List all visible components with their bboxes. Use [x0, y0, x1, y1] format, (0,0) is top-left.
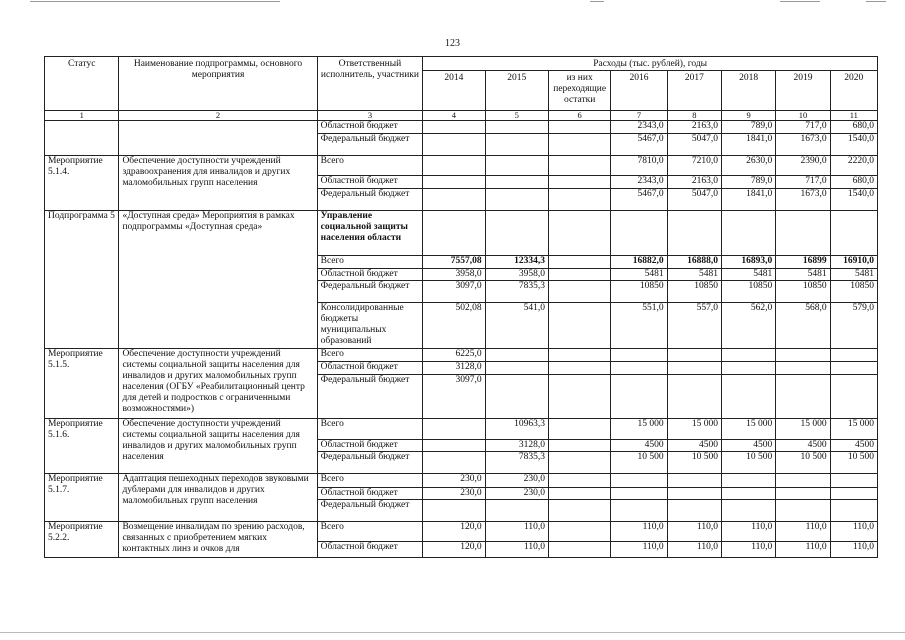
row-value — [611, 349, 667, 362]
row-value — [485, 134, 548, 156]
row-value — [485, 349, 548, 362]
table-row — [45, 419, 878, 440]
row-value: 2343,0 — [611, 121, 667, 134]
row-value: 15 000 — [667, 419, 721, 440]
row-source: Управление социальной защиты населения области — [317, 211, 423, 256]
header-responsible: Ответственный исполнитель, участники — [317, 57, 423, 111]
row-value: 10850 — [830, 281, 877, 303]
row-source: Всего — [317, 419, 423, 440]
row-value: 2163,0 — [667, 121, 721, 134]
row-value — [830, 375, 877, 419]
row-value: 110,0 — [721, 522, 775, 542]
row-value: 110,0 — [485, 522, 548, 542]
row-value — [611, 474, 667, 488]
row-value: 230,0 — [423, 474, 485, 488]
row-value — [667, 362, 721, 375]
row-value — [423, 500, 485, 522]
row-value: 230,0 — [485, 474, 548, 488]
row-name: Возмещение инвалидам по зрению расходов, связанных с приобретением мягких контактных линз и очков для — [119, 522, 317, 558]
row-value: 6225,0 — [423, 349, 485, 362]
row-source: Федеральный бюджет — [317, 189, 423, 211]
row-value: 541,0 — [485, 303, 548, 349]
row-value: 789,0 — [721, 121, 775, 134]
row-value — [611, 375, 667, 419]
row-value — [548, 488, 610, 500]
row-value: 3128,0 — [485, 440, 548, 452]
row-value: 110,0 — [830, 542, 877, 558]
row-value — [485, 189, 548, 211]
row-value: 3097,0 — [423, 281, 485, 303]
row-value: 3958,0 — [485, 269, 548, 281]
row-value: 680,0 — [830, 176, 877, 189]
row-value: 110,0 — [830, 522, 877, 542]
row-value — [776, 211, 830, 256]
header-expenses: Расходы (тыс. рублей), годы — [423, 57, 878, 71]
row-status: Мероприятие 5.1.6. — [45, 419, 119, 474]
row-value — [423, 156, 485, 176]
table-row — [45, 121, 878, 134]
row-value: 10 500 — [721, 452, 775, 474]
row-value — [667, 375, 721, 419]
row-value: 12334,3 — [485, 256, 548, 269]
row-source: Всего — [317, 349, 423, 362]
row-value: 579,0 — [830, 303, 877, 349]
row-status — [45, 121, 119, 156]
row-source: Областной бюджет — [317, 440, 423, 452]
row-value — [548, 375, 610, 419]
row-value: 1841,0 — [721, 189, 775, 211]
row-value: 5467,0 — [611, 189, 667, 211]
row-value — [548, 134, 610, 156]
row-value — [830, 474, 877, 488]
row-source: Федеральный бюджет — [317, 281, 423, 303]
row-source: Областной бюджет — [317, 269, 423, 281]
row-value: 5481 — [830, 269, 877, 281]
row-value: 7557,08 — [423, 256, 485, 269]
row-value — [776, 349, 830, 362]
column-number: 7 — [611, 111, 667, 121]
column-number: 1 — [45, 111, 119, 121]
row-value: 16882,0 — [611, 256, 667, 269]
row-value — [830, 362, 877, 375]
header-year: 2020 — [830, 71, 877, 111]
row-value: 230,0 — [423, 488, 485, 500]
row-value: 5481 — [776, 269, 830, 281]
header-year: 2018 — [721, 71, 775, 111]
row-value — [548, 303, 610, 349]
row-source: Всего — [317, 522, 423, 542]
row-value — [548, 362, 610, 375]
row-value: 7210,0 — [667, 156, 721, 176]
row-value: 110,0 — [776, 522, 830, 542]
row-value: 5047,0 — [667, 189, 721, 211]
row-source: Всего — [317, 256, 423, 269]
row-value: 5481 — [611, 269, 667, 281]
row-value — [721, 349, 775, 362]
column-number: 4 — [423, 111, 485, 121]
row-value: 680,0 — [830, 121, 877, 134]
row-name: Обеспечение доступности учреждений здравоохранения для инвалидов и других маломобильных групп населения — [119, 156, 317, 211]
row-status: Мероприятие 5.1.4. — [45, 156, 119, 211]
row-value — [776, 488, 830, 500]
header-year: 2016 — [611, 71, 667, 111]
row-value: 789,0 — [721, 176, 775, 189]
column-number: 5 — [485, 111, 548, 121]
row-value — [667, 474, 721, 488]
row-value — [721, 211, 775, 256]
row-value: 3128,0 — [423, 362, 485, 375]
row-value — [548, 176, 610, 189]
row-value: 10963,3 — [485, 419, 548, 440]
row-value — [830, 500, 877, 522]
page-number: 123 — [445, 38, 460, 49]
row-value — [485, 176, 548, 189]
row-value: 15 000 — [830, 419, 877, 440]
row-value — [423, 452, 485, 474]
row-value: 110,0 — [611, 542, 667, 558]
row-value — [485, 121, 548, 134]
row-value: 562,0 — [721, 303, 775, 349]
row-value — [548, 349, 610, 362]
header-name: Наименование подпрограммы, основного мероприятия — [119, 57, 317, 111]
table-row — [45, 349, 878, 362]
row-source: Областной бюджет — [317, 121, 423, 134]
row-value — [667, 349, 721, 362]
row-value — [548, 211, 610, 256]
row-value: 120,0 — [423, 522, 485, 542]
row-value: 110,0 — [776, 542, 830, 558]
bottom-border-line — [0, 632, 905, 633]
row-value — [611, 362, 667, 375]
table-row — [45, 156, 878, 176]
row-value: 10 500 — [830, 452, 877, 474]
row-source: Федеральный бюджет — [317, 452, 423, 474]
row-value: 4500 — [721, 440, 775, 452]
row-value: 10 500 — [611, 452, 667, 474]
table-row — [45, 211, 878, 256]
top-border-fragments — [0, 0, 905, 6]
row-value: 7835,3 — [485, 452, 548, 474]
row-value — [423, 440, 485, 452]
row-value — [423, 176, 485, 189]
row-value: 10850 — [721, 281, 775, 303]
row-value: 568,0 — [776, 303, 830, 349]
row-source: Федеральный бюджет — [317, 500, 423, 522]
row-value: 15 000 — [776, 419, 830, 440]
row-value: 10850 — [776, 281, 830, 303]
row-value — [485, 375, 548, 419]
row-value: 3958,0 — [423, 269, 485, 281]
row-status: Мероприятие 5.2.2. — [45, 522, 119, 558]
row-value — [485, 362, 548, 375]
row-value: 10850 — [667, 281, 721, 303]
row-value: 4500 — [830, 440, 877, 452]
row-source: Всего — [317, 156, 423, 176]
row-value — [667, 488, 721, 500]
row-value — [721, 375, 775, 419]
row-value — [423, 211, 485, 256]
row-name: Обеспечение доступности учреждений системы социальной защиты населения для инвалидов и других маломобильных групп населения (ОГБУ «Реабилитационный центр для детей и подростков с ограниченными возможностями») — [119, 349, 317, 419]
column-number: 11 — [830, 111, 877, 121]
row-value — [611, 488, 667, 500]
row-value: 10850 — [611, 281, 667, 303]
row-value: 2630,0 — [721, 156, 775, 176]
budget-table — [44, 56, 878, 558]
row-value — [667, 500, 721, 522]
row-name: Адаптация пешеходных переходов звуковыми дублерами для инвалидов и других маломобильных групп населения — [119, 474, 317, 522]
header-year: 2019 — [776, 71, 830, 111]
row-value: 110,0 — [667, 542, 721, 558]
row-value — [485, 156, 548, 176]
row-value: 15 000 — [721, 419, 775, 440]
row-value: 502,08 — [423, 303, 485, 349]
row-value — [423, 121, 485, 134]
column-number: 8 — [667, 111, 721, 121]
row-value: 4500 — [776, 440, 830, 452]
row-value: 1841,0 — [721, 134, 775, 156]
row-value — [721, 488, 775, 500]
row-value — [548, 121, 610, 134]
row-value — [423, 189, 485, 211]
header-year: 2015 — [485, 71, 548, 111]
row-value: 2343,0 — [611, 176, 667, 189]
row-status: Подпрограмма 5 — [45, 211, 119, 349]
column-number: 6 — [548, 111, 610, 121]
row-value — [423, 419, 485, 440]
row-value — [830, 211, 877, 256]
row-value — [721, 474, 775, 488]
row-value: 110,0 — [721, 542, 775, 558]
row-value: 3097,0 — [423, 375, 485, 419]
row-value: 717,0 — [776, 176, 830, 189]
row-value: 717,0 — [776, 121, 830, 134]
row-value — [721, 362, 775, 375]
row-value: 1540,0 — [830, 134, 877, 156]
row-value — [485, 500, 548, 522]
row-value: 5481 — [667, 269, 721, 281]
row-value — [776, 362, 830, 375]
row-value — [611, 500, 667, 522]
row-value: 15 000 — [611, 419, 667, 440]
header-year: 2014 — [423, 71, 485, 111]
row-value — [721, 500, 775, 522]
column-number: 3 — [317, 111, 423, 121]
row-value: 2163,0 — [667, 176, 721, 189]
row-source: Консолидированные бюджеты муниципальных образований — [317, 303, 423, 349]
header-year: 2017 — [667, 71, 721, 111]
row-value: 16893,0 — [721, 256, 775, 269]
header-status: Статус — [45, 57, 119, 111]
row-value — [548, 522, 610, 542]
row-value: 16910,0 — [830, 256, 877, 269]
row-value: 1673,0 — [776, 189, 830, 211]
row-value: 2390,0 — [776, 156, 830, 176]
row-value: 1673,0 — [776, 134, 830, 156]
row-value: 110,0 — [667, 522, 721, 542]
row-value — [830, 349, 877, 362]
column-number: 9 — [721, 111, 775, 121]
row-value: 230,0 — [485, 488, 548, 500]
row-value: 5467,0 — [611, 134, 667, 156]
row-name: Обеспечение доступности учреждений системы социальной защиты населения для инвалидов и других маломобильных групп населения — [119, 419, 317, 474]
row-value: 16899 — [776, 256, 830, 269]
row-source: Областной бюджет — [317, 488, 423, 500]
row-value — [548, 156, 610, 176]
row-value — [548, 542, 610, 558]
column-number: 2 — [119, 111, 317, 121]
row-value — [548, 500, 610, 522]
row-name — [119, 121, 317, 156]
row-source: Федеральный бюджет — [317, 375, 423, 419]
row-source: Областной бюджет — [317, 176, 423, 189]
header-carryover: из них переходящие остатки — [548, 71, 610, 111]
row-value: 10 500 — [667, 452, 721, 474]
row-value — [548, 474, 610, 488]
row-source: Областной бюджет — [317, 362, 423, 375]
row-value — [485, 211, 548, 256]
row-value: 110,0 — [485, 542, 548, 558]
row-value — [776, 500, 830, 522]
row-source: Федеральный бюджет — [317, 134, 423, 156]
row-value — [548, 419, 610, 440]
row-value: 1540,0 — [830, 189, 877, 211]
row-value: 10 500 — [776, 452, 830, 474]
row-value: 16888,0 — [667, 256, 721, 269]
row-source: Всего — [317, 474, 423, 488]
row-value — [548, 281, 610, 303]
row-value: 120,0 — [423, 542, 485, 558]
row-value: 5481 — [721, 269, 775, 281]
row-value — [423, 134, 485, 156]
row-value: 7810,0 — [611, 156, 667, 176]
row-value — [667, 211, 721, 256]
row-value — [776, 375, 830, 419]
row-value: 110,0 — [611, 522, 667, 542]
row-value: 557,0 — [667, 303, 721, 349]
row-value — [548, 269, 610, 281]
row-value: 551,0 — [611, 303, 667, 349]
row-value — [830, 488, 877, 500]
row-value: 4500 — [667, 440, 721, 452]
row-value: 2220,0 — [830, 156, 877, 176]
row-value — [776, 474, 830, 488]
row-value: 7835,3 — [485, 281, 548, 303]
row-value: 5047,0 — [667, 134, 721, 156]
table-row — [45, 474, 878, 488]
row-name: «Доступная среда» Мероприятия в рамках подпрограммы «Доступная среда» — [119, 211, 317, 349]
row-value — [548, 189, 610, 211]
row-value: 4500 — [611, 440, 667, 452]
row-status: Мероприятие 5.1.5. — [45, 349, 119, 419]
table-row — [45, 522, 878, 542]
column-number: 10 — [776, 111, 830, 121]
row-value — [611, 211, 667, 256]
row-value — [548, 440, 610, 452]
row-value — [548, 256, 610, 269]
row-value — [548, 452, 610, 474]
row-source: Областной бюджет — [317, 542, 423, 558]
row-status: Мероприятие 5.1.7. — [45, 474, 119, 522]
